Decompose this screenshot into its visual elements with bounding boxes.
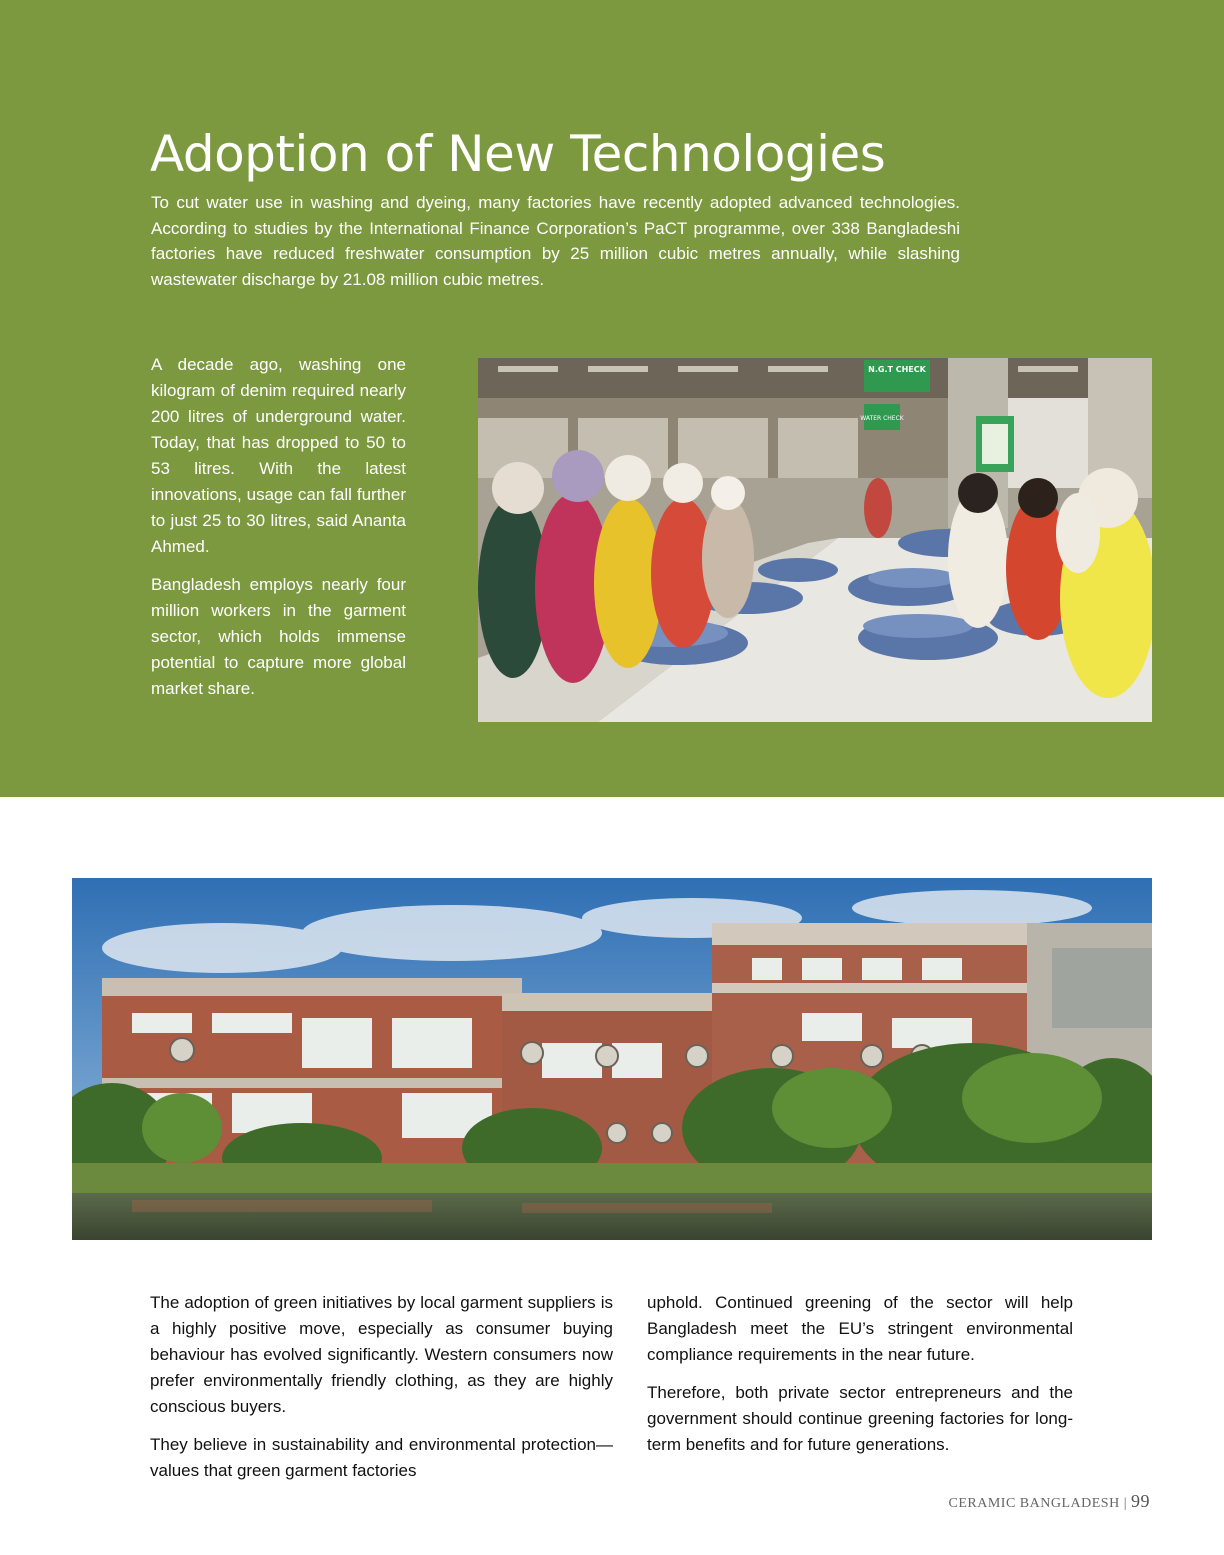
green-factory-building-photo (72, 878, 1152, 1240)
body-paragraph: The adoption of green initiatives by local garment suppliers is a highly positive move, especially as consumer buying behaviour has evolved significantly. Western consumers now prefer environmentally friendly clothing, as they are highly conscious buyers. (150, 1293, 613, 1416)
page-number: 99 (1131, 1491, 1150, 1511)
factory-workers-photo (478, 358, 1152, 722)
publication-name: CERAMIC BANGLADESH (948, 1496, 1120, 1511)
left-body-column (150, 1290, 613, 1496)
body-paragraph: They believe in sustainability and environmental protection—values that green garment factories (150, 1435, 613, 1480)
side-paragraph: A decade ago, washing one kilogram of denim required nearly 200 litres of underground water. Today, that has dropped to 50 to 53 litres. With the latest innovations, usage can fall further to just 25 to 30 litres, said Ananta Ahmed. (151, 355, 406, 556)
footer-separator: | (1123, 1496, 1127, 1511)
article-title: Adoption of New Technologies (150, 125, 886, 183)
sign-label: WATER CHECK (860, 415, 904, 422)
intro-paragraph: To cut water use in washing and dyeing, many factories have recently adopted advanced technologies. According to studies by the International Finance Corporation’s PaCT programme, over 338 Bangladeshi factories have reduced freshwater consumption by 25 million cubic metres annually, while slashing wastewater discharge by 21.08 million cubic metres. (151, 193, 960, 290)
right-body-column (647, 1290, 1073, 1470)
side-text-block (151, 352, 406, 714)
body-paragraph: Therefore, both private sector entrepreneurs and the government should continue greening factories for long-term benefits and for future generations. (647, 1383, 1073, 1454)
body-paragraph: uphold. Continued greening of the sector will help Bangladesh meet the EU’s stringent environmental compliance requirements in the near future. (647, 1293, 1073, 1364)
side-paragraph: Bangladesh employs nearly four million workers in the garment sector, which holds immense potential to capture more global market share. (151, 575, 406, 698)
sign-label: N.G.T CHECK (868, 365, 926, 374)
page-footer (949, 1491, 1151, 1512)
